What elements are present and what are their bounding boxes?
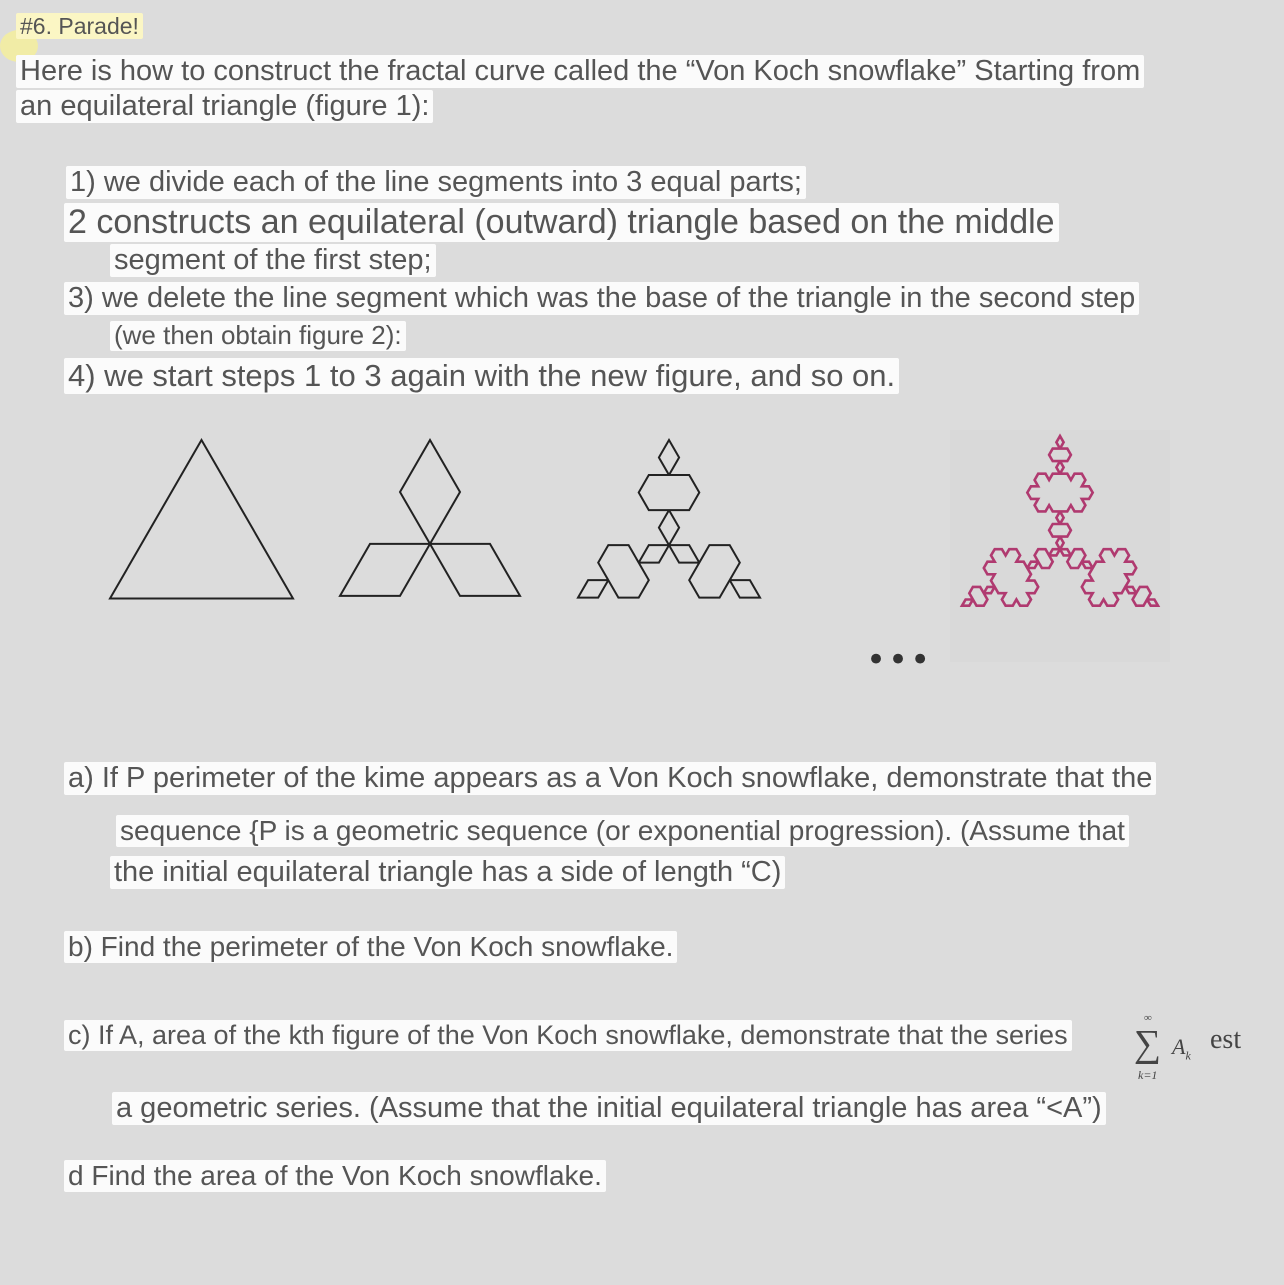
sum-upper-limit: ∞ bbox=[1144, 1012, 1152, 1024]
ellipsis: ••• bbox=[866, 640, 933, 680]
koch-figure-4 bbox=[962, 436, 1167, 662]
koch-figure-2 bbox=[340, 440, 535, 652]
step-4: 4) we start steps 1 to 3 again with the new figure, and so on. bbox=[64, 358, 899, 394]
sum-term: $A_k$ bbox=[1172, 1034, 1191, 1063]
koch-figure-1 bbox=[110, 440, 300, 605]
intro-line-1: Here is how to construct the fractal curve called the “Von Koch snowflake” Starting from bbox=[16, 55, 1144, 88]
question-b: b) Find the perimeter of the Von Koch snowflake. bbox=[64, 931, 677, 963]
question-c-line-1: c) If A, area of the kth figure of the Von Koch snowflake, demonstrate that the series bbox=[64, 1020, 1072, 1051]
question-a-line-2: sequence {P is a geometric sequence (or exponential progression). (Assume that bbox=[116, 815, 1129, 847]
step-2-line-2: segment of the first step; bbox=[110, 244, 436, 277]
sum-lower-limit: k=1 bbox=[1138, 1068, 1158, 1082]
step-1: 1) we divide each of the line segments into 3 equal parts; bbox=[66, 166, 806, 199]
step-3-line-1: 3) we delete the line segment which was the base of the triangle in the second step bbox=[64, 282, 1139, 315]
step-2-line-1: 2 constructs an equilateral (outward) triangle based on the middle bbox=[64, 203, 1059, 242]
question-c-line-2: a geometric series. (Assume that the initial equilateral triangle has area “<A”) bbox=[112, 1092, 1106, 1125]
problem-title: #6. Parade! bbox=[16, 13, 143, 39]
sum-suffix: est bbox=[1210, 1024, 1242, 1055]
series-formula bbox=[1128, 1012, 1246, 1092]
koch-figure-3 bbox=[578, 440, 768, 652]
step-3-line-2: (we then obtain figure 2): bbox=[110, 321, 406, 351]
question-a-line-3: the initial equilateral triangle has a side of length “C) bbox=[110, 856, 785, 889]
intro-line-2: an equilateral triangle (figure 1): bbox=[16, 90, 433, 123]
sigma-symbol: ∑ bbox=[1134, 1023, 1162, 1065]
question-d: d Find the area of the Von Koch snowflake. bbox=[64, 1160, 606, 1192]
question-a-line-1: a) If P perimeter of the kime appears as a Von Koch snowflake, demonstrate that the bbox=[64, 762, 1156, 795]
